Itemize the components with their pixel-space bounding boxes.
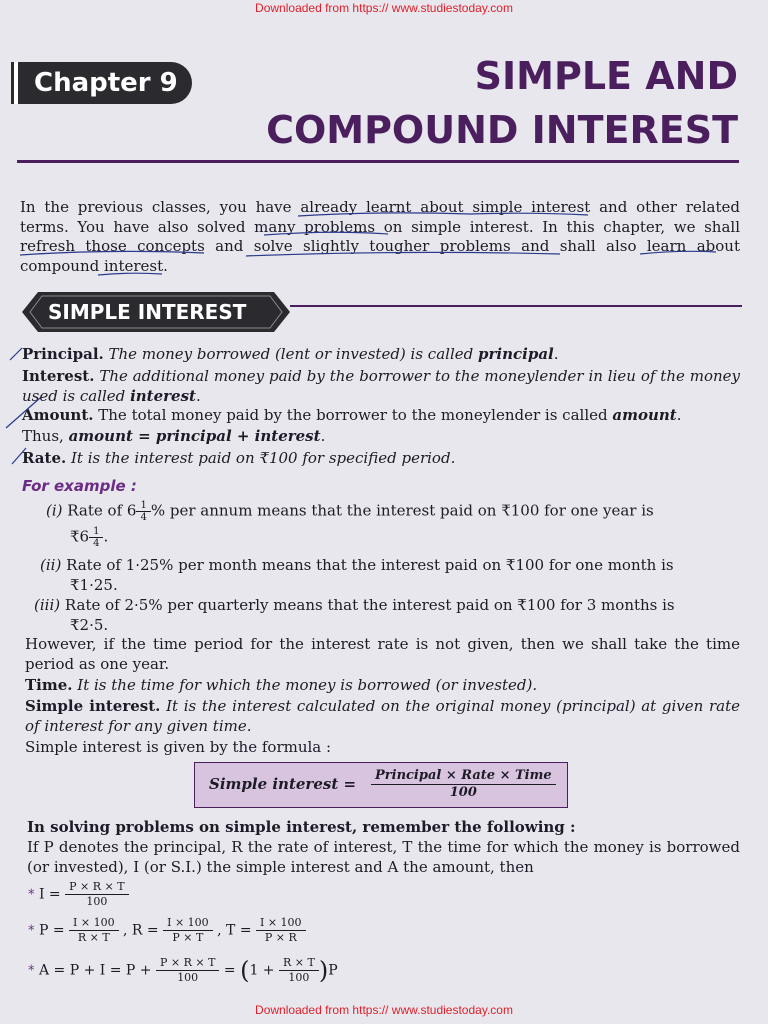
bullet-star: * (28, 887, 35, 903)
f2-t-num: I × 100 (256, 916, 306, 931)
def-amount: Amount. The total money paid by the borrower to the moneylender is called amount. (22, 406, 682, 424)
chapter-label: Chapter 9 (14, 62, 192, 104)
remember-text: If P denotes the principal, R the rate of interest, T the time for which the money is borrowed (or invested), I (or S.I.) the simple interest and A the amount, then (27, 838, 740, 876)
principal-em: principal (478, 345, 554, 363)
example-2-line2: ₹1·25. (70, 576, 118, 594)
formula-numerator: Principal × Rate × Time (371, 768, 556, 785)
intro-paragraph: In the previous classes, you have already learnt about simple interest and other related terms. You have also solved many problems on simple interest. In this chapter, we shall refresh those concepts and solve slightly tougher problems and shall also learn about compound interest. (20, 198, 740, 275)
rate-term: Rate. (22, 449, 67, 467)
f1-lhs: I = (38, 886, 61, 903)
f1-num: P × R × T (65, 880, 128, 895)
f1-den: 100 (86, 895, 108, 908)
f2-p-num: I × 100 (69, 916, 119, 931)
f2-r-den: P × T (172, 931, 204, 944)
si-term: Simple interest. (25, 697, 161, 715)
f3-num: P × R × T (156, 956, 219, 971)
f2-t-den: P × R (264, 931, 297, 944)
f3-den: 100 (177, 971, 199, 984)
formula-denominator: 100 (449, 785, 477, 800)
watermark-bottom: Downloaded from https:// www.studiestoday.com (255, 1003, 513, 1017)
remember-heading: In solving problems on simple interest, remember the following : (27, 818, 576, 836)
f3-lhs: A = P + I = P + (38, 962, 152, 979)
example-1-num: (i) (46, 501, 63, 520)
formula-lhs: Simple interest = (209, 775, 357, 793)
f3-paren-close: ) (318, 956, 329, 985)
interest-em: interest (130, 386, 196, 405)
f2-r-lhs: , R = (123, 922, 159, 939)
thus-formula: amount = principal + interest (68, 427, 321, 445)
section-title: SIMPLE INTEREST (48, 300, 247, 324)
time-term: Time. (25, 676, 73, 694)
formula-intro: Simple interest is given by the formula : (25, 738, 332, 756)
example-1-pre: Rate of 6 (67, 501, 137, 520)
f2-r-num: I × 100 (163, 916, 213, 931)
f3-paren-open: ( (240, 956, 250, 985)
rate-text: It is the interest paid on ₹100 for specified period. (66, 449, 456, 467)
example-1-cont-pre: ₹6 (70, 527, 90, 546)
time-text: It is the time for which the money is borrowed (or invested). (72, 676, 538, 694)
amount-term: Amount. (22, 406, 94, 424)
interest-term: Interest. (22, 367, 95, 385)
thus-text: Thus, (22, 427, 69, 445)
principal-term: Principal. (22, 345, 104, 363)
example-heading: For example : (22, 477, 137, 495)
example-1-cont-frac-den: 4 (93, 538, 100, 549)
bullet-star: * (28, 963, 35, 979)
title-line-1: SIMPLE AND (474, 54, 738, 98)
f2-p-den: R × T (77, 931, 110, 944)
example-1-frac-den: 4 (140, 512, 147, 523)
f3-den2: 100 (288, 971, 310, 984)
interest-text: The additional money paid by the borrower to the moneylender in lieu of the money used is called (22, 367, 740, 405)
amount-em: amount (612, 406, 677, 424)
example-3-num: (iii) (34, 596, 61, 614)
watermark-top: Downloaded from https:// www.studiestoday.com (255, 1, 513, 15)
amount-text: The total money paid by the borrower to the moneylender is called (93, 406, 613, 424)
example-2-num: (ii) (40, 556, 62, 574)
f3-one: 1 + (249, 962, 275, 979)
however-paragraph: However, if the time period for the interest rate is not given, then we shall take the time period as one year. (25, 635, 740, 673)
example-3-line1: Rate of 2·5% per quarterly means that the interest paid on ₹100 for 3 months is (64, 596, 675, 614)
def-interest: Interest. The additional money paid by the borrower to the moneylender in lieu of the money used is called interest. (22, 367, 740, 405)
f3-equals: = (223, 962, 236, 979)
def-thus: Thus, amount = principal + interest. (22, 427, 326, 445)
def-principal: Principal. The money borrowed (lent or invested) is called principal. (22, 345, 559, 363)
f2-t-lhs: , T = (217, 922, 252, 939)
example-2-line1: Rate of 1·25% per month means that the interest paid on ₹100 for one month is (66, 556, 674, 574)
f2-p-lhs: P = (38, 922, 65, 939)
example-1-frac-num: 1 (136, 500, 150, 512)
f3-num2: R × T (279, 956, 319, 971)
example-3-line2: ₹2·5. (70, 616, 109, 634)
example-1-post: % per annum means that the interest paid on ₹100 for one year is (150, 501, 654, 520)
bullet-star: * (28, 923, 35, 939)
principal-text: The money borrowed (lent or invested) is called (103, 345, 478, 363)
title-line-2: COMPOUND INTEREST (266, 108, 738, 152)
example-1-cont-frac-num: 1 (89, 526, 103, 538)
si-text: It is the interest calculated on the original money (principal) at given rate of interest for any given time. (25, 697, 740, 735)
example-1-cont-post: . (103, 527, 109, 546)
f3-p: P (328, 962, 338, 979)
